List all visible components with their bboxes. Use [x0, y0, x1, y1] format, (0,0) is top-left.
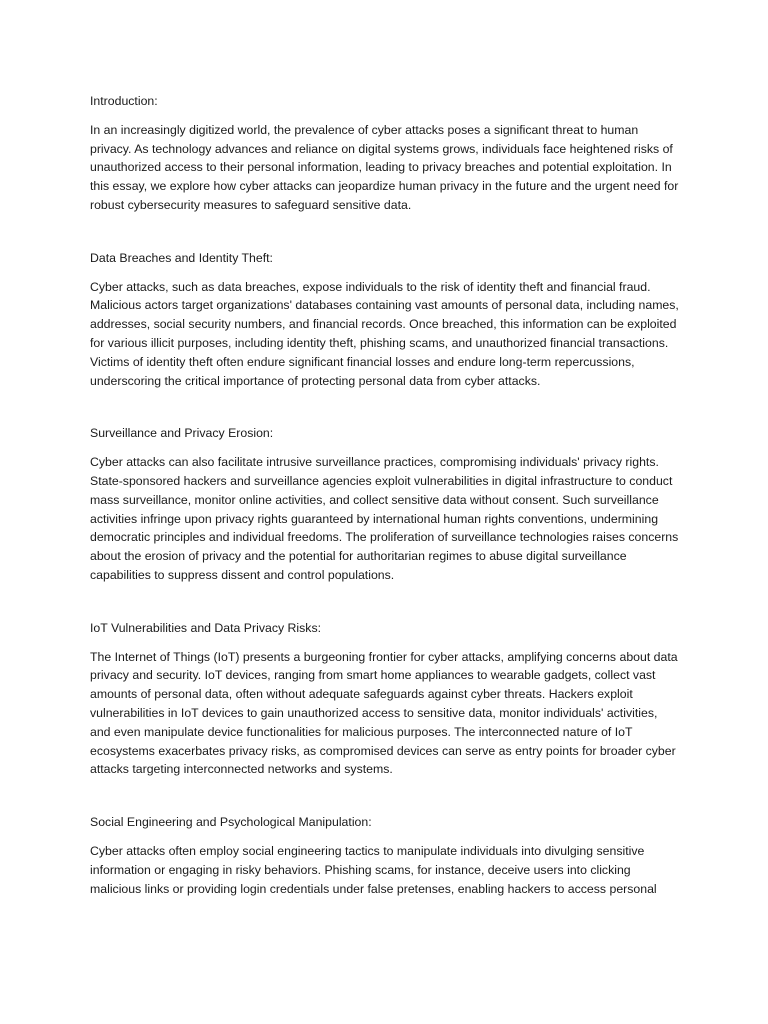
section-iot	[90, 619, 680, 779]
section-introduction	[90, 92, 680, 215]
section-paragraph: In an increasingly digitized world, the prevalence of cyber attacks poses a significant threat to human privacy. As technology advances and reliance on digital systems grows, individuals face heightened risks of unauthorized access to their personal information, leading to privacy breaches and potential exploitation. In this essay, we explore how cyber attacks can jeopardize human privacy in the future and the urgent need for robust cybersecurity measures to safeguard sensitive data.	[90, 122, 679, 212]
section-paragraph: Cyber attacks, such as data breaches, expose individuals to the risk of identity theft and financial fraud. Malicious actors target organizations' databases containing vast amounts of personal data, including names, addresses, social security numbers, and financial records. Once breached, this information can be exploited for various illicit purposes, including identity theft, phishing scams, and unauthorized financial transactions. Victims of identity theft often endure significant financial losses and endure long-term repercussions, underscoring the critical importance of protecting personal data from cyber attacks.	[90, 279, 679, 388]
section-heading: IoT Vulnerabilities and Data Privacy Risks:	[90, 620, 322, 635]
section-heading: Social Engineering and Psychological Manipulation:	[90, 815, 372, 830]
section-heading: Introduction:	[90, 94, 158, 108]
section-heading: Data Breaches and Identity Theft:	[90, 250, 273, 265]
section-social-engineering	[90, 813, 680, 898]
section-paragraph: The Internet of Things (IoT) presents a burgeoning frontier for cyber attacks, amplifying concerns about data privacy and security. IoT devices, ranging from smart home appliances to wearable gadgets, collect vast amounts of personal data, often without adequate safeguards against cyber threats. Hackers exploit vulnerabilities in IoT devices to gain unauthorized access to sensitive data, monitor individuals' activities, and even manipulate device functionalities for malicious purposes. The interconnected nature of IoT ecosystems exacerbates privacy risks, as compromised devices can serve as entry points for broader cyber attacks targeting interconnected networks and systems.	[90, 649, 678, 777]
document-content	[90, 92, 680, 932]
section-surveillance	[90, 424, 680, 584]
section-paragraph: Cyber attacks often employ social engineering tactics to manipulate individuals into divulging sensitive information or engaging in risky behaviors. Phishing scams, for instance, deceive users into clicking malicious links or providing login credentials under false pretenses, enabling hackers to access personal	[90, 843, 657, 896]
section-paragraph: Cyber attacks can also facilitate intrusive surveillance practices, compromising individuals' privacy rights. State-sponsored hackers and surveillance agencies exploit vulnerabilities in digital infrastructure to conduct mass surveillance, monitor online activities, and collect sensitive data without consent. Such surveillance activities infringe upon privacy rights guaranteed by international human rights conventions, undermining democratic principles and individual freedoms. The proliferation of surveillance technologies raises concerns about the erosion of privacy and the potential for authoritarian regimes to abuse digital surveillance capabilities to suppress dissent and control populations.	[90, 455, 679, 582]
section-data-breaches	[90, 249, 680, 391]
section-heading: Surveillance and Privacy Erosion:	[90, 426, 274, 441]
